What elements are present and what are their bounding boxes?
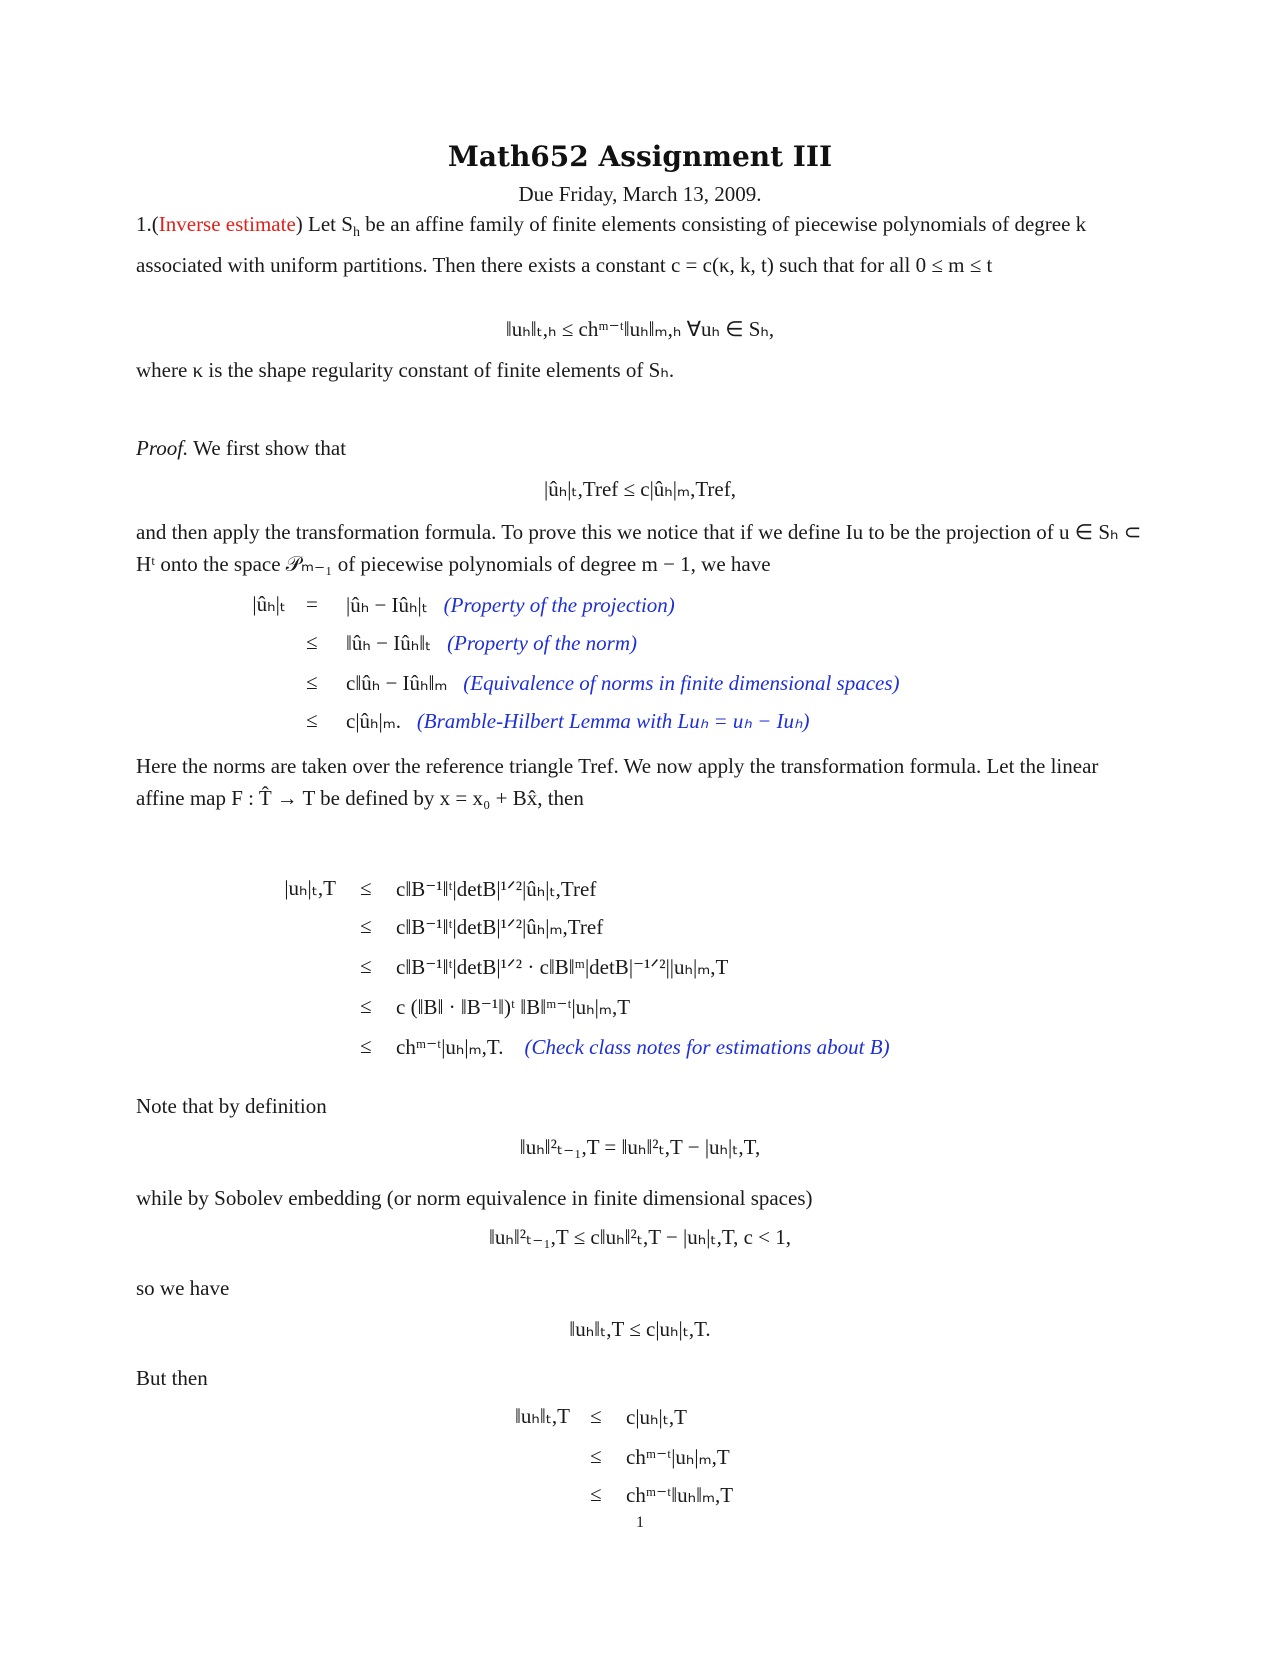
chain1-rel: =	[306, 592, 318, 616]
chain3-expr: chᵐ⁻ᵗ‖uₕ‖ₘ,T	[626, 1483, 734, 1507]
chain3-lhs: ‖uₕ‖ₜ,T	[514, 1404, 570, 1428]
chain1-row	[346, 668, 900, 698]
chain2-rel: ≤	[360, 1034, 372, 1058]
chain2-rel: ≤	[360, 954, 372, 978]
chain2-rel: ≤	[360, 914, 372, 938]
so-equation: ‖uₕ‖ₜ,T ≤ c|uₕ|ₜ,T.	[569, 1317, 711, 1341]
where-text: where κ is the shape regularity constant of finite elements of Sₕ.	[136, 358, 675, 382]
chain1-lhs: |ûₕ|ₜ	[252, 592, 286, 616]
proof-label: Proof.	[136, 436, 189, 460]
chain2-expr: c (‖B‖ · ‖B⁻¹‖)ᵗ ‖B‖ᵐ⁻ᵗ|uₕ|ₘ,T	[396, 995, 631, 1019]
statement-part-a: Let S	[302, 212, 353, 236]
chain2-expr: c‖B⁻¹‖ᵗ|detB|¹ᐟ²|ûₕ|ₘ,Tref	[396, 915, 604, 939]
chain2-row	[396, 874, 596, 904]
statement-part-b: be an affine family of finite elements consisting of piecewise polynomials of degree k associated with uniform partitions. Then there exists a constant c = c(κ, k, t) such that for all 0 ≤ m ≤ t	[136, 212, 1087, 278]
so-we-have: so we have	[136, 1276, 230, 1300]
problem-label: Inverse estimate	[158, 212, 296, 236]
chain1-row	[346, 706, 810, 736]
chain1-row	[346, 628, 637, 658]
chain3-row	[626, 1402, 687, 1432]
chain2-note: (Check class notes for estimations about B)	[524, 1035, 890, 1059]
proof-intro	[136, 432, 1146, 464]
definition-equation: ‖uₕ‖²ₜ₋₁,T = ‖uₕ‖²ₜ,T − |uₕ|ₜ,T,	[519, 1135, 761, 1159]
chain3-rel: ≤	[590, 1404, 602, 1428]
chain3-row	[626, 1480, 733, 1510]
chain1-note: (Bramble-Hilbert Lemma with Luₕ = uₕ − Iuₕ)	[416, 709, 810, 733]
sobolev-text: while by Sobolev embedding (or norm equivalence in finite dimensional spaces)	[136, 1186, 813, 1210]
chain2-expr: chᵐ⁻ᵗ|uₕ|ₘ,T.	[396, 1035, 504, 1059]
problem-label-close: )	[295, 212, 303, 236]
but-then: But then	[136, 1366, 208, 1390]
chain1-expr: ‖ûₕ − Iûₕ‖ₜ	[346, 631, 432, 655]
chain2-rel: ≤	[360, 994, 372, 1018]
problem-number: 1.(	[136, 212, 159, 236]
due-date: Due Friday, March 13, 2009.	[518, 182, 762, 206]
note-definition: Note that by definition	[136, 1094, 327, 1118]
reference-triangle-paragraph: Here the norms are taken over the reference triangle Tref. We now apply the transformation formula. Let the linear affine map F : T̂ → T be defined by x = x₀ + Bx̂, then	[136, 754, 1099, 810]
chain2-expr: c‖B⁻¹‖ᵗ|detB|¹ᐟ² · c‖B‖ᵐ|detB|⁻¹ᐟ²||uₕ|ₘ,T	[396, 955, 729, 979]
sobolev-equation: ‖uₕ‖²ₜ₋₁,T ≤ c‖uₕ‖²ₜ,T − |uₕ|ₜ,T, c < 1,	[488, 1225, 792, 1249]
chain3-row	[626, 1442, 730, 1472]
main-inequality: ‖uₕ‖ₜ,ₕ ≤ chᵐ⁻ᵗ‖uₕ‖ₘ,ₕ ∀uₕ ∈ Sₕ,	[505, 317, 775, 341]
chain1-expr: |ûₕ − Iûₕ|ₜ	[346, 593, 428, 617]
chain1-note: (Property of the norm)	[447, 631, 637, 655]
chain3-expr: chᵐ⁻ᵗ|uₕ|ₘ,T	[626, 1445, 730, 1469]
chain2-expr: c‖B⁻¹‖ᵗ|detB|¹ᐟ²|ûₕ|ₜ,Tref	[396, 877, 597, 901]
chain3-expr: c|uₕ|ₜ,T	[626, 1405, 687, 1429]
chain2-rel: ≤	[360, 876, 372, 900]
chain2-row	[396, 1032, 890, 1062]
chain2-row	[396, 952, 728, 982]
page-title: Math652 Assignment III	[447, 140, 833, 173]
page-number: 1	[636, 1514, 644, 1531]
chain1-rel: ≤	[306, 708, 318, 732]
chain3-rel: ≤	[590, 1444, 602, 1468]
reference-inequality: |ûₕ|ₜ,Tref ≤ c|ûₕ|ₘ,Tref,	[544, 477, 736, 501]
chain1-rel: ≤	[306, 630, 318, 654]
chain1-row	[346, 590, 675, 620]
chain1-note: (Property of the projection)	[443, 593, 675, 617]
chain1-note: (Equivalence of norms in finite dimensional spaces)	[463, 671, 900, 695]
chain2-row	[396, 912, 603, 942]
problem-statement: 1.(Inverse estimate) Let $S_h$ be an affine family of finite elements consisting of piecewise polynomials of degree k associated with uniform partitions. Then there exists a constant c = c(κ, k, t) such that for all 0 ≤ m ≤ t	[136, 212, 1087, 278]
proof-intro-text: We first show that	[188, 436, 347, 460]
chain1-expr: c|ûₕ|ₘ.	[346, 709, 402, 733]
chain1-rel: ≤	[306, 670, 318, 694]
chain3-rel: ≤	[590, 1482, 602, 1506]
projection-paragraph: and then apply the transformation formula. To prove this we notice that if we define Iu to be the projection of u ∈ Sₕ ⊂ Hᵗ onto the space 𝒫ₘ₋₁ of piecewise polynomials of degree m − 1, we have	[136, 520, 1142, 576]
chain1-expr: c‖ûₕ − Iûₕ‖ₘ	[346, 671, 448, 695]
chain2-lhs: |uₕ|ₜ,T	[284, 876, 336, 900]
chain2-row	[396, 992, 630, 1022]
